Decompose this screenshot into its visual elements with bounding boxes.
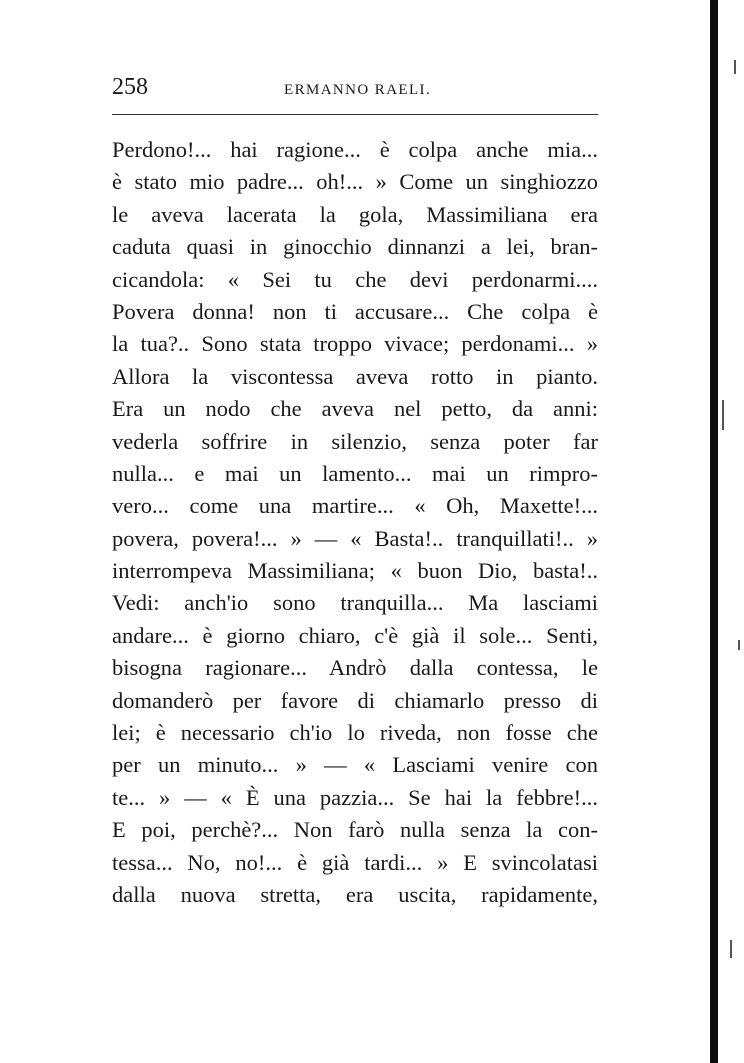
text-line: domanderò per favore di chiamarlo presso di [112, 687, 598, 713]
text-line: dalla nuova stretta, era uscita, rapidamente, [112, 881, 598, 907]
text-line: povera, povera!... » — « Basta!.. tranquillati!.. » [112, 525, 598, 551]
text-line: lei; è necessario ch'io lo riveda, non fosse che [112, 720, 598, 746]
scan-speck [730, 940, 732, 958]
header-rule [112, 114, 598, 115]
text-line: te... » — « È una pazzia... Se hai la febbre!... [112, 784, 598, 810]
body-text [112, 134, 598, 911]
scan-speck [722, 400, 724, 430]
text-line: interrompeva Massimiliana; « buon Dio, basta!.. [112, 558, 598, 584]
binding-shadow [710, 0, 718, 1063]
text-line: E poi, perchè?... Non farò nulla senza la con- [112, 817, 598, 843]
text-line: caduta quasi in ginocchio dinnanzi a lei, bran- [112, 234, 598, 260]
text-line: le aveva lacerata la gola, Massimiliana era [112, 201, 598, 227]
text-line: tessa... No, no!... è già tardi... » E svincolatasi [112, 849, 598, 875]
page-edge [708, 0, 744, 1063]
text-line: Allora la viscontessa aveva rotto in pianto. [112, 363, 598, 389]
text-line: cicandola: « Sei tu che devi perdonarmi.... [112, 266, 598, 292]
text-line: vero... come una martire... « Oh, Maxette!... [112, 493, 598, 519]
text-line: andare... è giorno chiaro, c'è già il sole... Senti, [112, 622, 598, 648]
text-line: bisogna ragionare... Andrò dalla contessa, le [112, 655, 598, 681]
scan-speck [734, 60, 736, 74]
scan-speck [738, 640, 740, 650]
running-title: ERMANNO RAELI. [284, 82, 432, 98]
text-line: Perdono!... hai ragione... è colpa anche mia... [112, 137, 598, 162]
text-line: la tua?.. Sono stata troppo vivace; perdonami... » [112, 331, 598, 357]
page-header [112, 74, 600, 104]
page-number: 258 [112, 74, 148, 100]
text-line: nulla... e mai un lamento... mai un rimpro- [112, 460, 598, 486]
text-line: vederla soffrire in silenzio, senza poter far [112, 428, 598, 454]
text-line: per un minuto... » — « Lasciami venire con [112, 752, 598, 778]
text-line: Era un nodo che aveva nel petto, da anni: [112, 396, 598, 422]
text-line: Vedi: anch'io sono tranquilla... Ma lasciami [112, 590, 598, 616]
text-line: Povera donna! non ti accusare... Che colpa è [112, 298, 598, 324]
text-line: è stato mio padre... oh!... » Come un singhiozzo [112, 169, 598, 195]
